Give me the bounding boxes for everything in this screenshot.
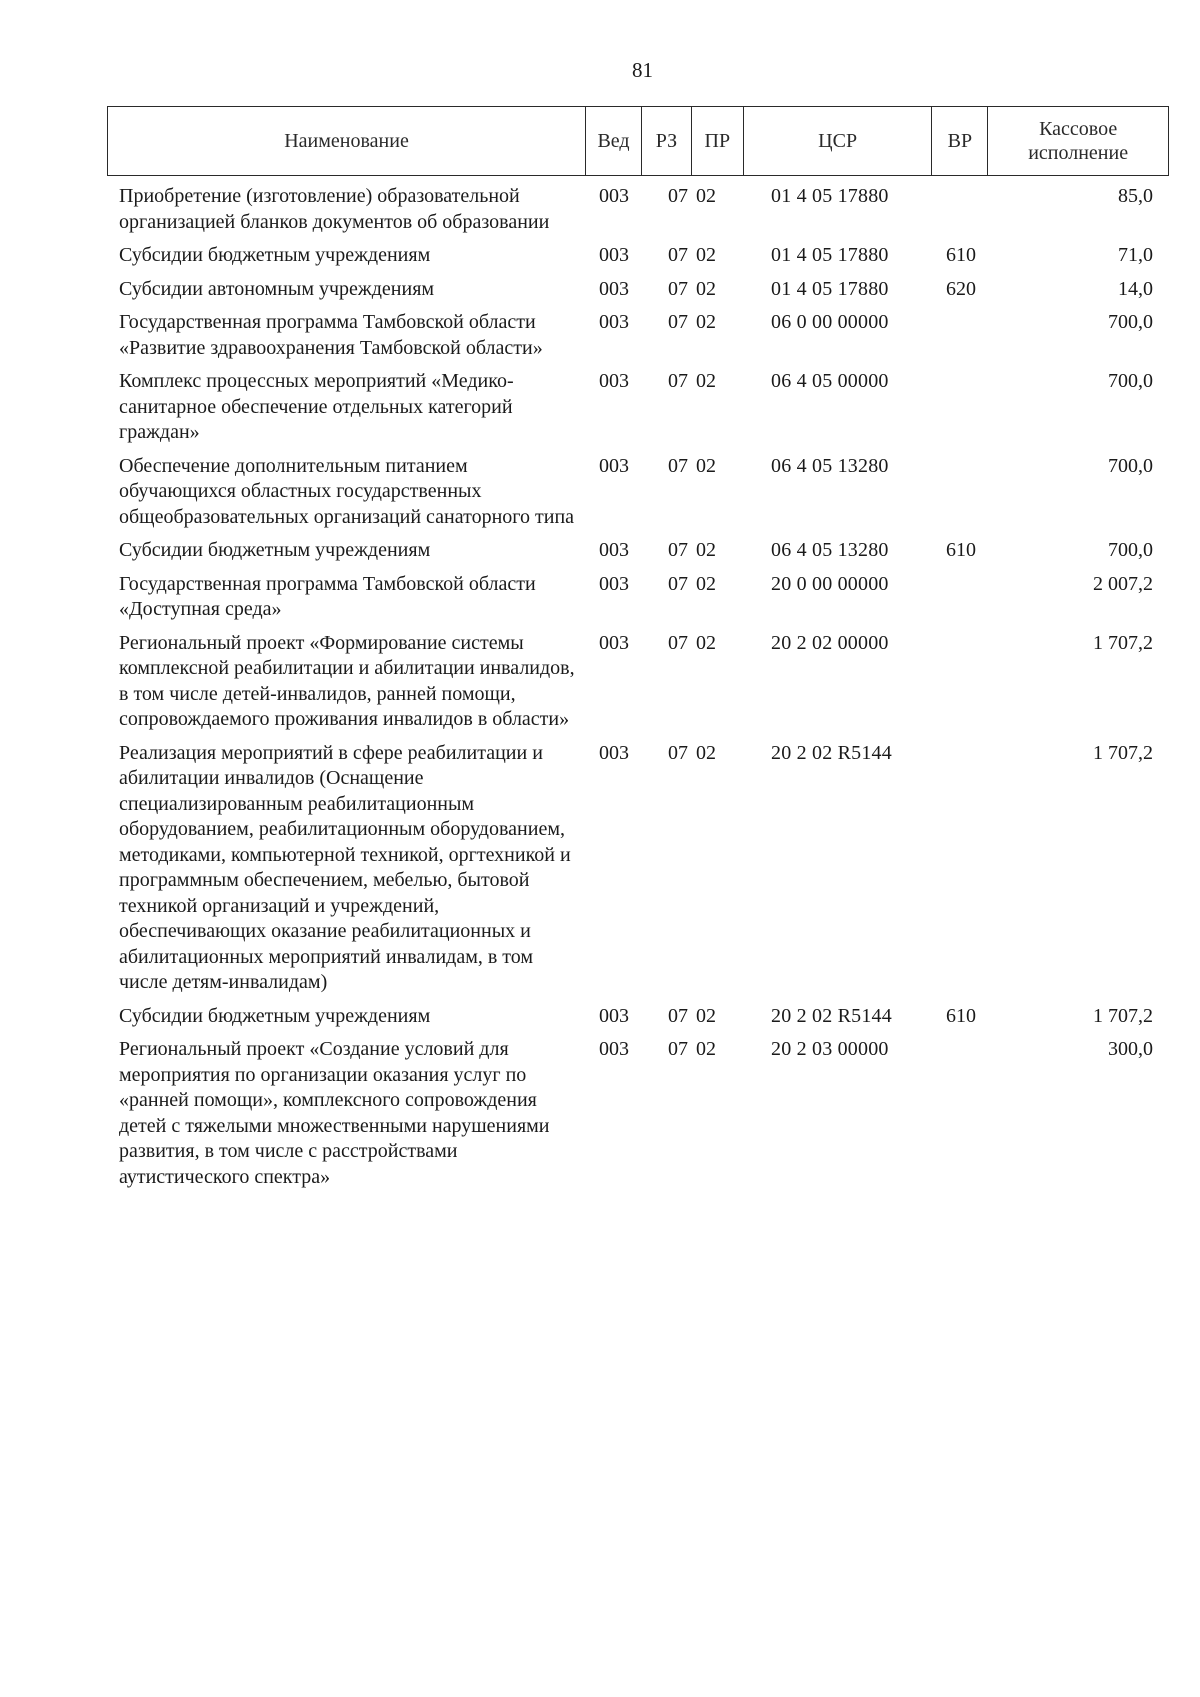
cell-sum: 1 707,2 xyxy=(1093,631,1153,654)
cell-vr xyxy=(933,310,989,361)
cell-ved: 003 xyxy=(599,1004,629,1027)
cell-sum: 85,0 xyxy=(1118,185,1153,207)
table-row xyxy=(107,454,1169,531)
cell-vr xyxy=(933,369,989,446)
cell-rz: 07 xyxy=(668,185,688,207)
cell-ved: 003 xyxy=(599,572,629,595)
cell-pr: 02 xyxy=(696,1038,716,1060)
cell-rz: 07 xyxy=(668,1004,688,1027)
table-row xyxy=(107,277,1169,303)
cell-ved: 003 xyxy=(599,185,629,207)
cell-name: Региональный проект «Создание условий для мероприятия по организации оказания услуг по «ранней помощи», комплексного сопровождения детей с тяжелыми множественными нарушениями развития, в том числе с расстройствами аутистического спектра» xyxy=(119,1038,550,1188)
cell-pr: 02 xyxy=(696,370,716,392)
cell-ved: 003 xyxy=(599,1038,629,1060)
table-row xyxy=(107,310,1169,361)
cell-pr: 02 xyxy=(696,539,716,561)
cell-name: Региональный проект «Формирование системы комплексной реабилитации и абилитации инвалидов, в том числе детей-инвалидов, ранней помощи, сопровождаемого проживания инвалидов в области» xyxy=(119,631,575,730)
cell-pr: 02 xyxy=(696,631,716,654)
cell-csr: 06 4 05 13280 xyxy=(771,539,889,561)
table-row xyxy=(107,369,1169,446)
cell-rz: 07 xyxy=(668,311,688,333)
cell-vr xyxy=(933,741,989,996)
cell-sum: 700,0 xyxy=(1108,370,1153,392)
table-row xyxy=(107,572,1169,623)
cell-ved: 003 xyxy=(599,454,629,477)
cell-csr: 20 0 00 00000 xyxy=(771,572,889,595)
cell-csr: 20 2 02 00000 xyxy=(771,631,889,654)
cell-rz: 07 xyxy=(668,454,688,477)
cell-name: Субсидии бюджетным учреждениям xyxy=(119,244,431,266)
cell-vr xyxy=(933,1037,989,1190)
cell-sum: 1 707,2 xyxy=(1093,1004,1153,1027)
cell-pr: 02 xyxy=(696,741,716,764)
cell-ved: 003 xyxy=(599,370,629,392)
cell-sum: 300,0 xyxy=(1108,1038,1153,1060)
table-header xyxy=(107,106,1169,176)
cell-name: Реализация мероприятий в сфере реабилитации и абилитации инвалидов (Оснащение специализированным реабилитационным оборудованием, реабилитационным оборудованием, методиками, компьютерной техникой, оргтехникой и программным обеспечением, мебелью, бытовой техникой организаций и учреждений, обеспечивающих оказание реабилитационных и абилитационных мероприятий инвалидам, в том числе детям-инвалидам) xyxy=(119,741,571,993)
cell-rz: 07 xyxy=(668,539,688,561)
cell-pr: 02 xyxy=(696,454,716,477)
cell-csr: 06 0 00 00000 xyxy=(771,311,889,333)
header-ved: Вед xyxy=(586,107,642,175)
table-row xyxy=(107,1037,1169,1190)
cell-name: Комплекс процессных мероприятий «Медико-санитарное обеспечение отдельных категорий граждан» xyxy=(119,370,514,443)
cell-name: Субсидии бюджетным учреждениям xyxy=(119,1004,431,1027)
table-row xyxy=(107,631,1169,733)
cell-sum: 1 707,2 xyxy=(1093,741,1153,764)
page-number: 81 xyxy=(632,58,653,82)
header-vr: ВР xyxy=(932,107,988,175)
cell-sum: 14,0 xyxy=(1118,277,1153,300)
cell-vr xyxy=(933,454,989,531)
cell-csr: 06 4 05 13280 xyxy=(771,454,889,477)
cell-ved: 003 xyxy=(599,539,629,561)
cell-sum: 700,0 xyxy=(1108,539,1153,561)
cell-pr: 02 xyxy=(696,1004,716,1027)
cell-csr: 20 2 02 R5144 xyxy=(771,1004,892,1027)
cell-csr: 20 2 02 R5144 xyxy=(771,741,892,764)
cell-name: Приобретение (изготовление) образовательной организацией бланков документов об образовании xyxy=(119,185,550,233)
cell-pr: 02 xyxy=(696,185,716,207)
cell-vr: 610 xyxy=(946,244,976,266)
cell-rz: 07 xyxy=(668,1038,688,1060)
cell-csr: 01 4 05 17880 xyxy=(771,277,889,300)
cell-vr xyxy=(933,572,989,623)
cell-csr: 01 4 05 17880 xyxy=(771,244,889,266)
cell-vr: 610 xyxy=(946,1004,976,1027)
cell-rz: 07 xyxy=(668,277,688,300)
cell-ved: 003 xyxy=(599,741,629,764)
header-csr: ЦСР xyxy=(744,107,933,175)
cell-sum: 700,0 xyxy=(1108,311,1153,333)
cell-ved: 003 xyxy=(599,311,629,333)
cell-vr: 620 xyxy=(946,277,976,300)
table-row xyxy=(107,538,1169,564)
cell-rz: 07 xyxy=(668,370,688,392)
cell-sum: 700,0 xyxy=(1108,454,1153,477)
header-rz: РЗ xyxy=(642,107,692,175)
cell-name: Субсидии бюджетным учреждениям xyxy=(119,539,431,561)
cell-rz: 07 xyxy=(668,244,688,266)
header-name: Наименование xyxy=(108,107,586,175)
table-row xyxy=(107,1004,1169,1030)
cell-sum: 71,0 xyxy=(1118,244,1153,266)
cell-csr: 20 2 03 00000 xyxy=(771,1038,889,1060)
cell-pr: 02 xyxy=(696,244,716,266)
cell-ved: 003 xyxy=(599,244,629,266)
cell-name: Государственная программа Тамбовской области «Развитие здравоохранения Тамбовской области» xyxy=(119,311,543,359)
cell-rz: 07 xyxy=(668,631,688,654)
cell-vr xyxy=(933,631,989,733)
cell-rz: 07 xyxy=(668,572,688,595)
cell-csr: 01 4 05 17880 xyxy=(771,185,889,207)
cell-pr: 02 xyxy=(696,311,716,333)
table-row xyxy=(107,741,1169,996)
cell-vr: 610 xyxy=(946,539,976,561)
table-body xyxy=(107,176,1169,1190)
table-row xyxy=(107,243,1169,269)
table-row xyxy=(107,184,1169,235)
cell-ved: 003 xyxy=(599,631,629,654)
cell-csr: 06 4 05 00000 xyxy=(771,370,889,392)
cell-pr: 02 xyxy=(696,572,716,595)
cell-name: Государственная программа Тамбовской области «Доступная среда» xyxy=(119,572,536,620)
header-sum: Кассовое исполнение xyxy=(1028,118,1129,164)
cell-name: Субсидии автономным учреждениям xyxy=(119,277,435,300)
cell-rz: 07 xyxy=(668,741,688,764)
cell-ved: 003 xyxy=(599,277,629,300)
cell-sum: 2 007,2 xyxy=(1093,572,1153,595)
cell-vr xyxy=(933,184,989,235)
cell-name: Обеспечение дополнительным питанием обучающихся областных государственных общеобразовательных организаций санаторного типа xyxy=(119,454,575,528)
cell-pr: 02 xyxy=(696,277,716,300)
header-pr: ПР xyxy=(692,107,744,175)
